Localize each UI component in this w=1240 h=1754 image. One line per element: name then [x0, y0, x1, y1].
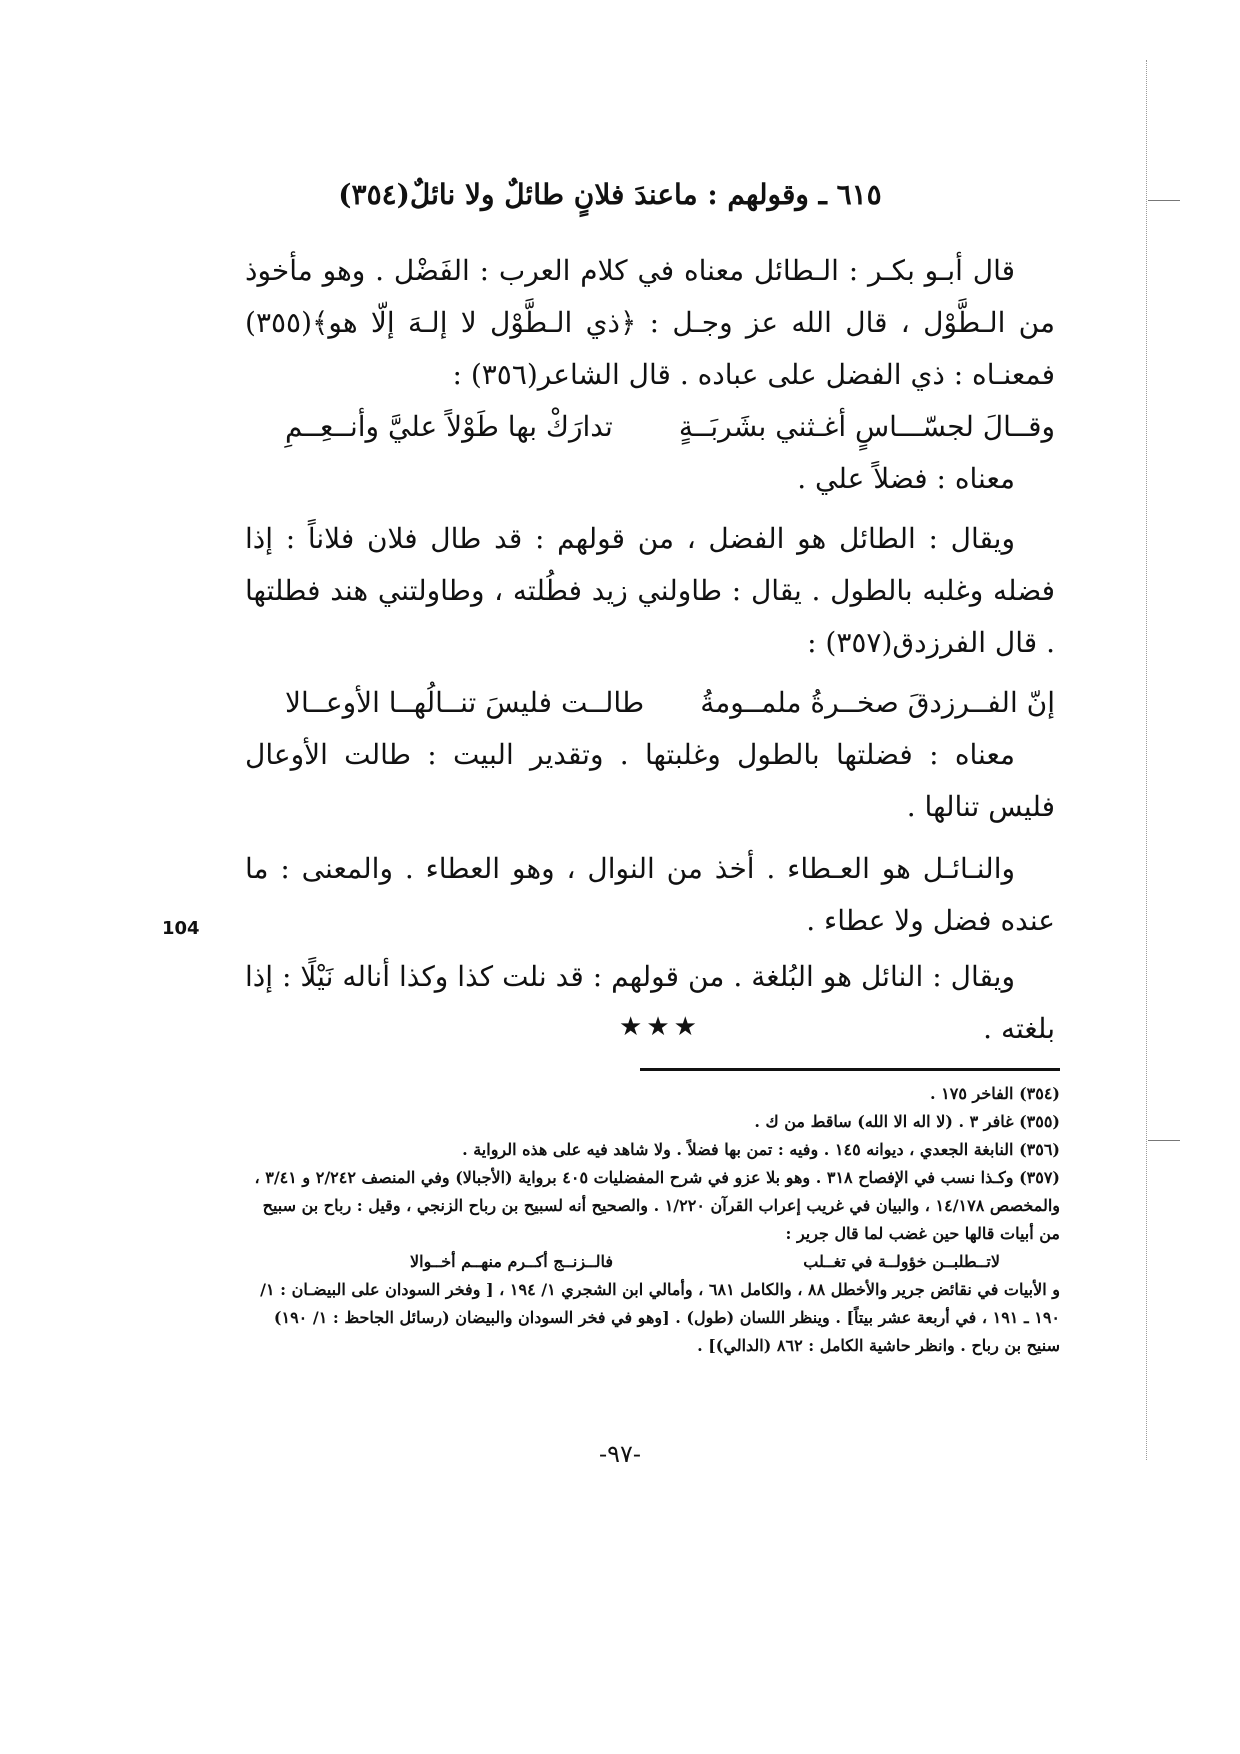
- main-text: [245, 245, 1055, 1055]
- verse-1-second-hemistich: تدارَكْ بها طَوْلاً عليَّ وأنــعِــمِ: [285, 410, 613, 443]
- footnote-verse: [240, 1248, 1060, 1276]
- section-stars: ★★★: [619, 1012, 701, 1042]
- scan-edge-line: [1146, 60, 1148, 1460]
- paragraph-3: معناه : فضلتها بالطول وغلبتها . وتقدير البيت : طالت الأوعال فليس تنالها .: [245, 738, 1055, 823]
- footnote-355: (٣٥٥) غافر ٣ . (لا اله الا الله) ساقط من ك .: [754, 1112, 1060, 1131]
- footnote-separator: [640, 1068, 1060, 1071]
- verse-1: [245, 401, 1055, 453]
- verse-2-first-hemistich: إنّ الفــرزدقَ صخــرةُ ملمــومةُ: [700, 686, 1055, 719]
- paragraph-4: والنـائـل هو العـطاء . أخذ من النوال ، وهو العطاء . والمعنى : ما عنده فضل ولا عطاء .: [245, 852, 1055, 937]
- verse-1-first-hemistich: وقــالَ لجسّـــاسٍ أغـثني بشَربَــةٍ: [678, 410, 1055, 443]
- paragraph-2: ويقال : الطائل هو الفضل ، من قولهم : قد طال فلان فلاناً : إذا فضله وغلبه بالطول . يقال : طاولني زيد فطُلته ، وطاولتني هند فطلتها . قال الفرزدق(٣٥٧) :: [245, 522, 1055, 659]
- paragraph-1: قال أبـو بكـر : الـطائل معناه في كلام العرب : الفَضْل . وهو مأخوذ من الـطَّوْل ، قال الله عز وجـل : ﴿ذي الـطَّوْل لا إلـهَ إلّا هو﴾(٣٥٥) فمعنـاه : ذي الفضل على عباده . قال الشاعر(٣٥٦) :: [245, 254, 1055, 391]
- entry-heading: ٦١٥ ـ وقولهم : ماعندَ فلانٍ طائلٌ ولا نائلٌ(٣٥٤): [338, 178, 882, 211]
- footnote-354: (٣٥٤) الفاخر ١٧٥ .: [930, 1084, 1060, 1103]
- footnote-357-continued: و الأبيات في نقائض جرير والأخطل ٨٨ ، والكامل ٦٨١ ، وأمالي ابن الشجري ١/ ١٩٤ ، [ وفخر السودان على البيضـان : ١/ ١٩٠ ـ ١٩١ ، في أربعة عشر بيتاً] . وينظر اللسان (طول) . [وهو في فخر السودان والبيضان (رسائل الجاحظ : ١/ ١٩٠) سنيح بن رباح . وانظر حاشية الكامل : ٨٦٢ (الدالي)] .: [260, 1280, 1060, 1355]
- footnote-357: (٣٥٧) وكـذا نسب في الإفصاح ٣١٨ . وهو بلا عزو في شرح المفضليات ٤٠٥ برواية (الأجبالا) وفي المنصف ٢/٢٤٢ و ٣/٤١ ، والمخصص ١٤/١٧٨ ، والبيان في غريب إعراب القرآن ١/٢٢٠ . والصحيح أنه لسبيح بن رباح الزنجي ، وقيل : رباح بن سبيح من أبيات قالها حين غضب لما قال جرير :: [254, 1168, 1060, 1243]
- page-number: -٩٧-: [599, 1440, 641, 1468]
- verse-2-second-hemistich: طالــت فليسَ تنــالُهــا الأوعــالا: [285, 686, 645, 719]
- footnote-verse-first-hemistich: لاتــطلبــن خؤولــة في تغــلب: [803, 1252, 1000, 1271]
- verse-2: [245, 669, 1055, 729]
- verse-1-meaning: معناه : فضلاً علي .: [797, 462, 1015, 495]
- footnotes: [240, 1080, 1060, 1360]
- scan-edge-mark: [1148, 1140, 1180, 1142]
- scan-edge-mark: [1148, 200, 1180, 202]
- paragraph-5: ويقال : النائل هو البُلغة . من قولهم : قد نلت كذا وكذا أناله نَيْلًا : إذا بلغته .: [245, 960, 1055, 1045]
- footnote-verse-second-hemistich: فالــزنــج أكــرم منهــم أخــوالا: [410, 1252, 613, 1271]
- footnote-356: (٣٥٦) النابغة الجعدي ، ديوانه ١٤٥ . وفيه : تمن بها فضلاً . ولا شاهد فيه على هذه الرواية .: [462, 1140, 1060, 1159]
- margin-number: 104: [162, 918, 200, 939]
